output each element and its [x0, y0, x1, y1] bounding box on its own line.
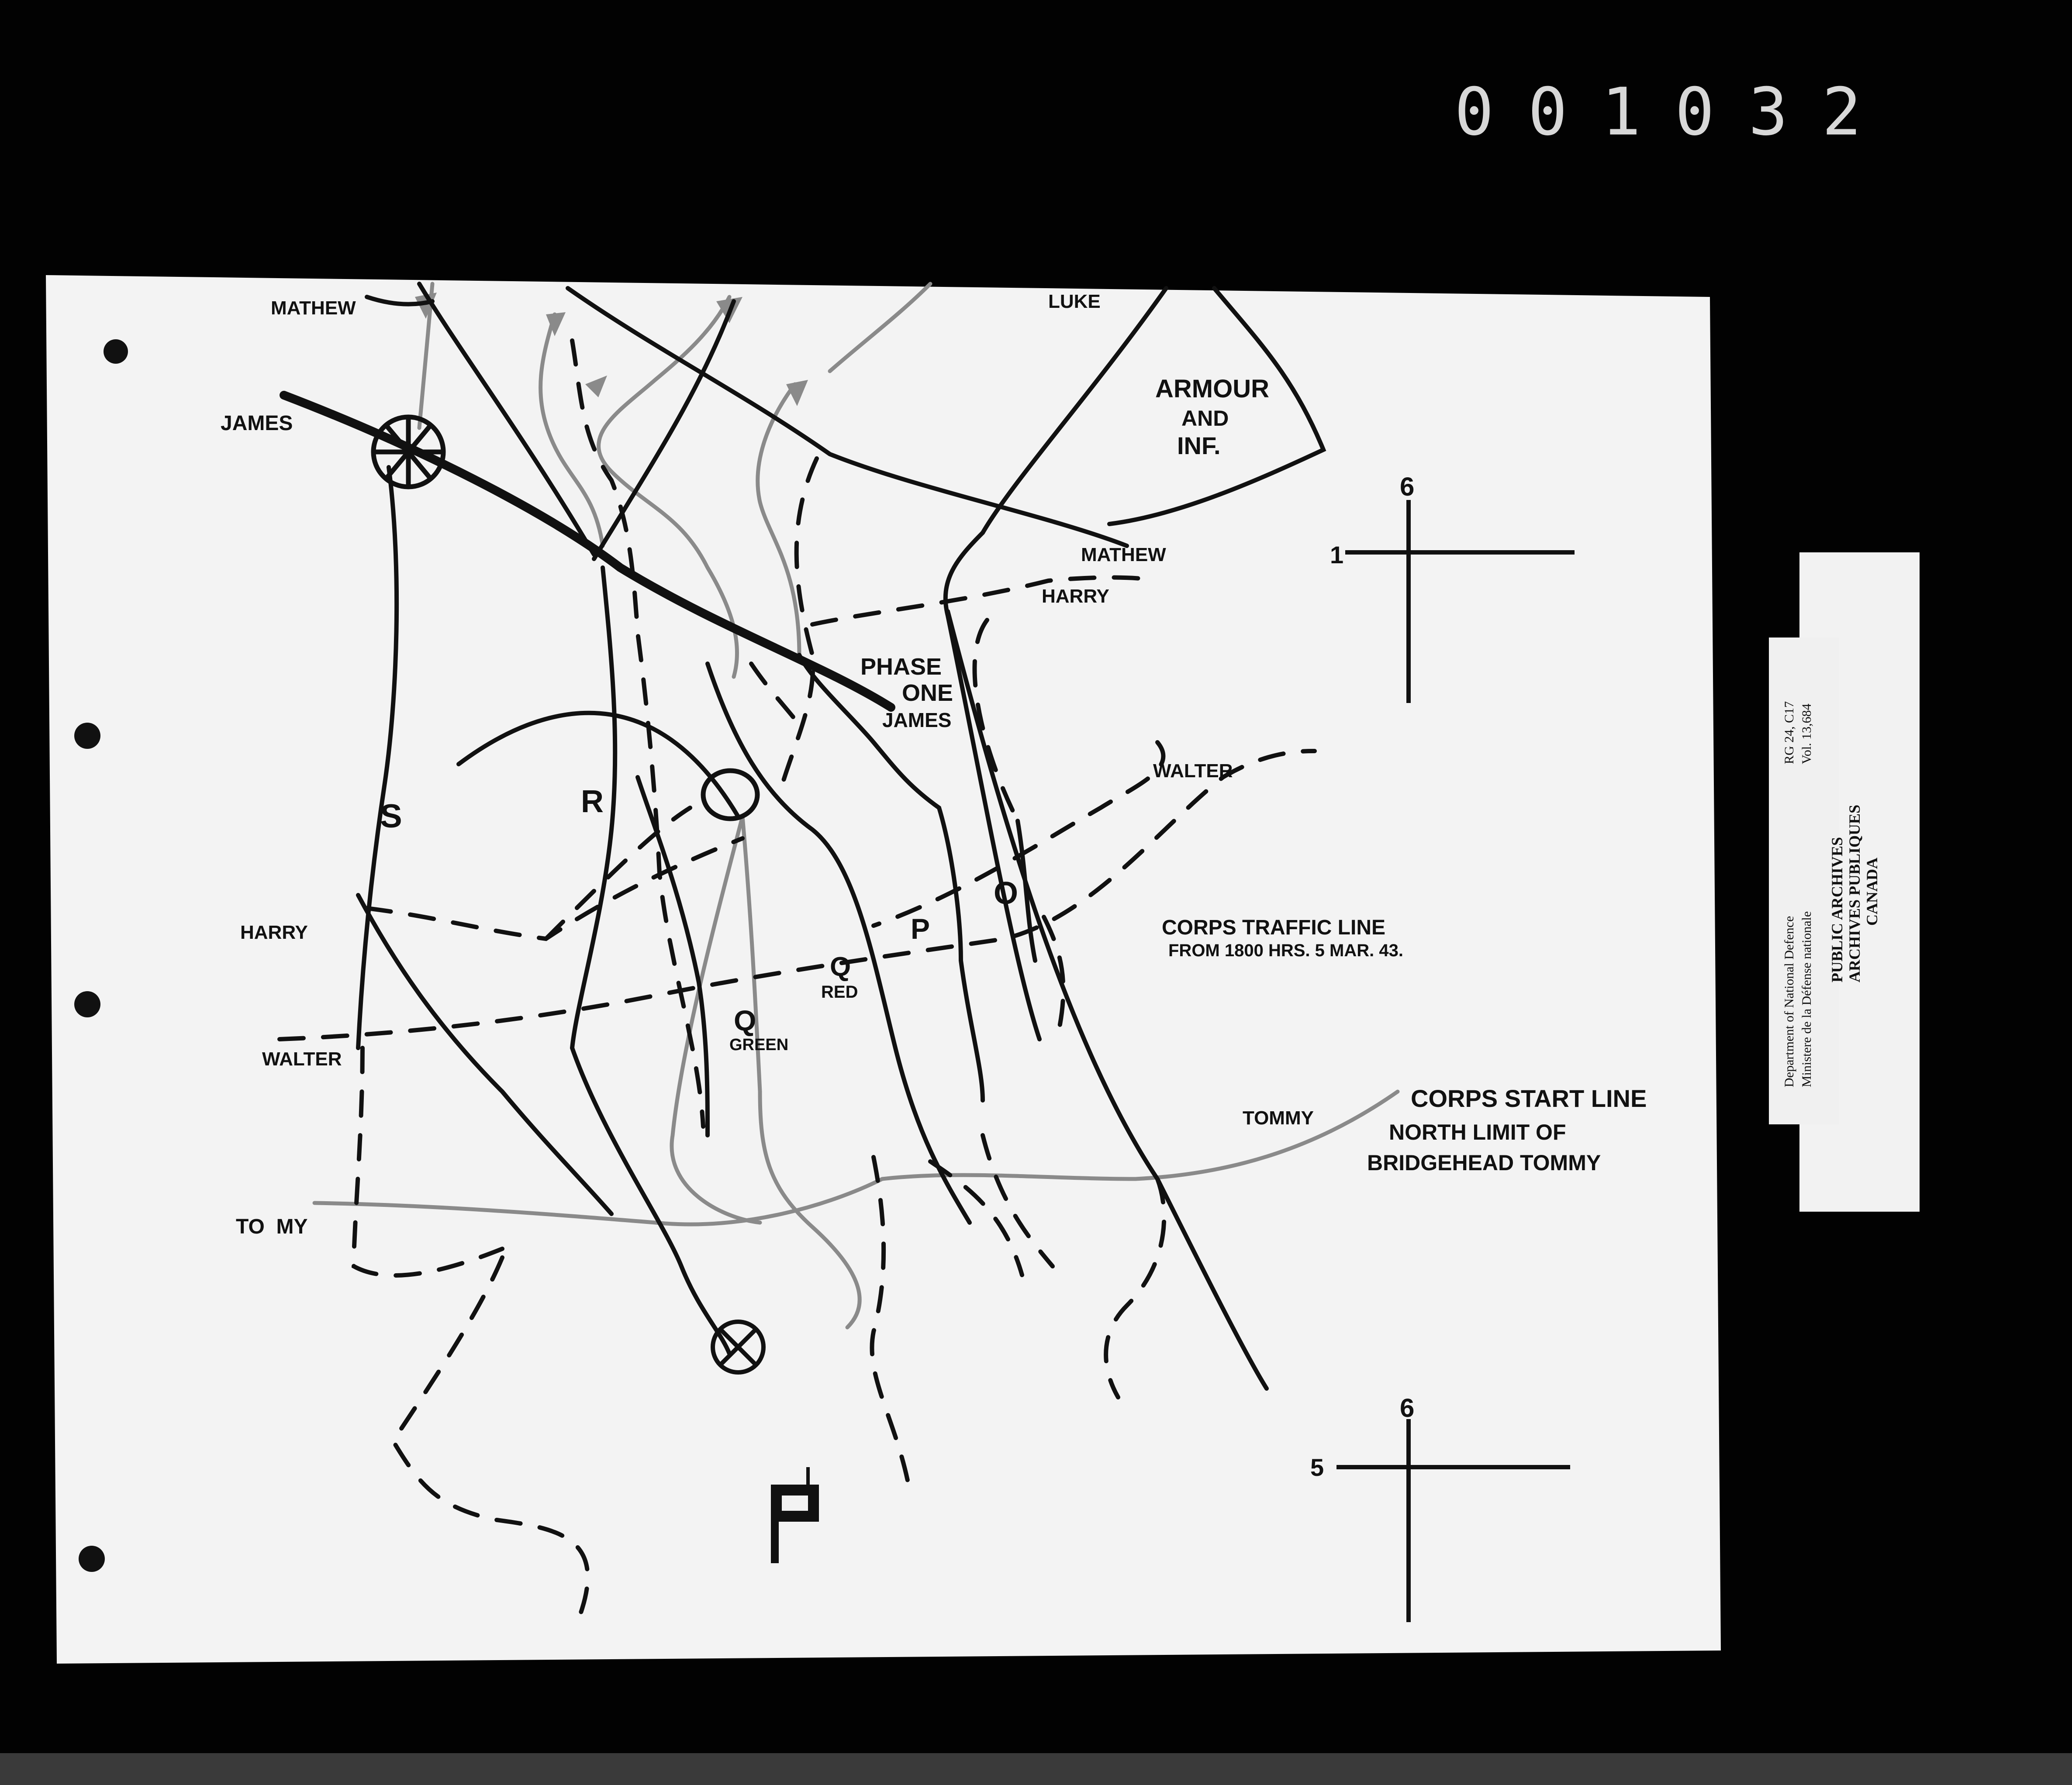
target-marker-top	[373, 417, 443, 487]
sector-letter-q-red: Q	[830, 952, 851, 982]
archive-department-fr: Ministere de la Défense nationale	[1799, 911, 1814, 1087]
corps-traffic-line-label: FROM 1800 HRS. 5 MAR. 43.	[1168, 941, 1403, 960]
binder-hole	[74, 723, 100, 749]
grid-ref-bottom-horizontal: 5	[1310, 1454, 1324, 1481]
sector-label-green: GREEN	[729, 1036, 789, 1054]
binder-hole	[104, 339, 128, 364]
route-label-walter-right: WALTER	[1153, 760, 1233, 782]
route-label-harry-left: HARRY	[240, 922, 308, 943]
film-bottom-strip	[0, 1753, 2072, 1785]
sector-letter-o: O	[994, 876, 1019, 911]
paper-sheet	[46, 275, 1721, 1664]
armour-label: ARMOUR	[1155, 375, 1269, 403]
phase-one-label: PHASE	[860, 654, 942, 680]
route-label-james-left: JAMES	[221, 412, 293, 435]
binder-hole	[74, 991, 100, 1017]
armour-label: INF.	[1177, 432, 1221, 459]
sector-label-red: RED	[821, 982, 858, 1002]
route-label-tommy-right: TOMMY	[1243, 1107, 1314, 1129]
sector-letter-q-green: Q	[734, 1004, 756, 1037]
route-label-luke: LUKE	[1048, 291, 1101, 312]
sector-letter-p: P	[911, 913, 930, 945]
armour-label: AND	[1181, 406, 1229, 431]
phase-one-label: ONE	[902, 680, 953, 706]
corps-start-line-label: BRIDGEHEAD TOMMY	[1367, 1151, 1601, 1175]
corps-start-line-label: CORPS START LINE	[1411, 1085, 1647, 1112]
archive-title-en: PUBLIC ARCHIVES	[1828, 837, 1846, 982]
corps-traffic-line-label: CORPS TRAFFIC LINE	[1162, 916, 1385, 939]
archive-volume: Vol. 13,684	[1799, 703, 1814, 764]
sector-letter-s: S	[380, 798, 402, 835]
route-label-james-mid: JAMES	[882, 709, 952, 731]
archive-country: CANADA	[1863, 858, 1881, 926]
binder-hole	[79, 1546, 105, 1572]
route-label-tommy-left: TO MY	[236, 1215, 308, 1238]
corps-start-line-label: NORTH LIMIT OF	[1389, 1120, 1566, 1144]
film-frame-number: 001032	[1454, 74, 1896, 150]
archive-title-fr: ARCHIVES PUBLIQUES	[1846, 804, 1863, 982]
route-label-walter-left: WALTER	[262, 1048, 342, 1070]
grid-ref-top-horizontal: 1	[1330, 541, 1344, 569]
grid-ref-top-vertical: 6	[1400, 472, 1415, 501]
archive-department-en: Department of National Defence	[1782, 916, 1796, 1087]
route-label-mathew-top: MATHEW	[271, 297, 356, 319]
sector-letter-r: R	[581, 784, 604, 819]
grid-ref-bottom-vertical: 6	[1400, 1393, 1415, 1423]
route-label-harry-mid: HARRY	[1042, 586, 1109, 607]
archive-record-group: RG 24, C17	[1782, 701, 1796, 764]
route-label-mathew-mid: MATHEW	[1081, 544, 1166, 565]
